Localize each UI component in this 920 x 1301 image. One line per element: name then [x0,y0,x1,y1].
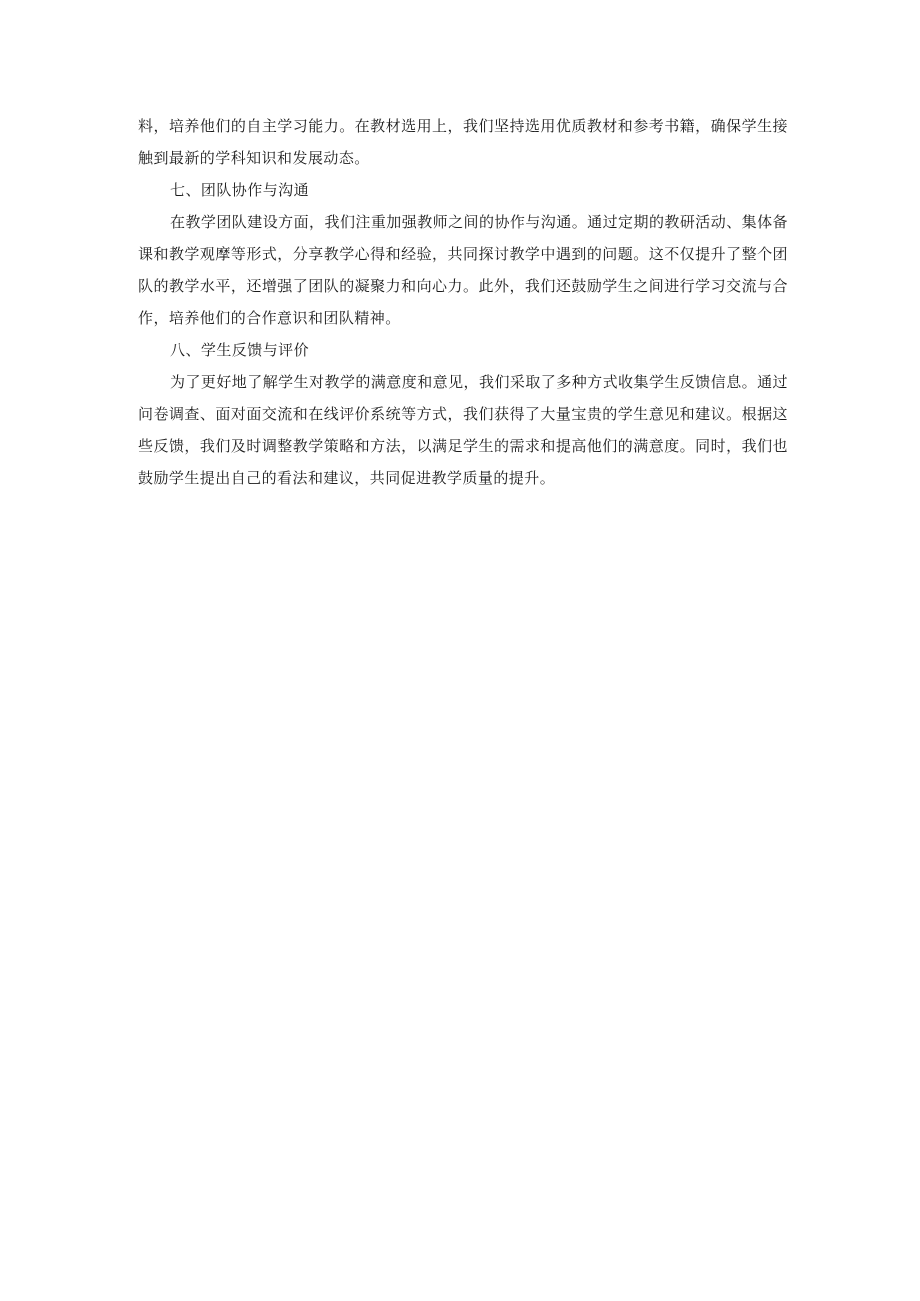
section-heading-student-feedback: 八、学生反馈与评价 [170,341,310,359]
section-heading-team-collaboration: 七、团队协作与沟通 [170,181,310,199]
document-body [138,110,788,494]
paragraph-student-feedback: 为了更好地了解学生对教学的满意度和意见，我们采取了多种方式收集学生反馈信息。通过问卷调查、面对面交流和在线评价系统等方式，我们获得了大量宝贵的学生意见和建议。根据这些反馈，我们及时调整教学策略和方法，以满足学生的需求和提高他们的满意度。同时，我们也鼓励学生提出自己的看法和建议，共同促进教学质量的提升。 [138,373,789,487]
paragraph-team-collaboration: 在教学团队建设方面，我们注重加强教师之间的协作与沟通。通过定期的教研活动、集体备课和教学观摩等形式，分享教学心得和经验，共同探讨教学中遇到的问题。这不仅提升了整个团队的教学水平，还增强了团队的凝聚力和向心力。此外，我们还鼓励学生之间进行学习交流与合作，培养他们的合作意识和团队精神。 [138,213,789,327]
paragraph-continuation: 料，培养他们的自主学习能力。在教材选用上，我们坚持选用优质教材和参考书籍，确保学生接触到最新的学科知识和发展动态。 [138,117,788,167]
